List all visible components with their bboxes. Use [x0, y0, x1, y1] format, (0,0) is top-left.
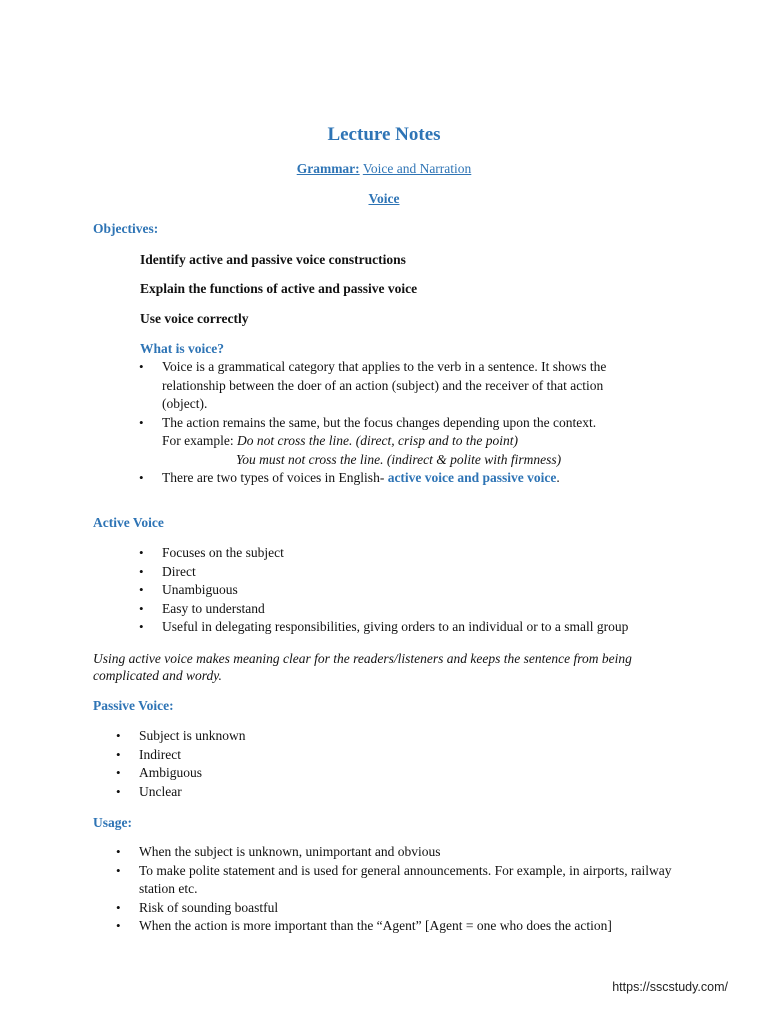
list-item: • Risk of sounding boastful	[116, 899, 676, 918]
passive-voice-heading: Passive Voice:	[93, 698, 174, 713]
list-item: • There are two types of voices in English- active voice and passive voice.	[139, 469, 639, 488]
list-item: • Easy to understand	[139, 600, 699, 619]
list-item: • The action remains the same, but the focus changes depending upon the context. For example: Do not cross the line. (direct, crisp and to the point) You must not cross the line. (indirect & polite with firmness)	[139, 414, 639, 470]
list-item: • Focuses on the subject	[139, 544, 699, 563]
objective-item: Use voice correctly	[140, 311, 249, 326]
list-item: • Unambiguous	[139, 581, 699, 600]
active-voice-list	[139, 544, 699, 637]
list-item: • Useful in delegating responsibilities, giving orders to an individual or to a small group	[139, 618, 699, 637]
list-item: • Unclear	[116, 783, 516, 802]
example-sentence: You must not cross the line. (indirect & polite with firmness)	[236, 451, 562, 467]
section-heading-voice: Voice	[368, 191, 400, 206]
active-voice-heading: Active Voice	[93, 515, 164, 530]
list-item: • When the action is more important than the “Agent” [Agent = one who does the action]	[116, 917, 676, 936]
list-item: • When the subject is unknown, unimportant and obvious	[116, 843, 676, 862]
list-item: • Voice is a grammatical category that applies to the verb in a sentence. It shows the relationship between the doer of an action (subject) and the receiver of that action (object).	[139, 358, 639, 414]
passive-voice-list	[116, 727, 516, 801]
objective-item: Identify active and passive voice constructions	[140, 252, 406, 267]
subtitle-value: Voice and Narration	[362, 161, 472, 176]
subtitle-label: Grammar:	[296, 161, 360, 176]
list-item: • Subject is unknown	[116, 727, 516, 746]
list-item: • Indirect	[116, 746, 516, 765]
example-sentence: Do not cross the line. (direct, crisp and to the point)	[236, 433, 518, 448]
usage-heading: Usage:	[93, 815, 132, 830]
list-item: • Direct	[139, 563, 699, 582]
highlight-text: active voice and passive voice	[387, 470, 557, 485]
usage-list	[116, 843, 676, 936]
objectives-heading: Objectives:	[93, 221, 159, 236]
objective-item: Explain the functions of active and passive voice	[140, 281, 418, 296]
list-item: • To make polite statement and is used for general announcements. For example, in airports, railway station etc.	[116, 862, 676, 899]
what-is-voice-heading: What is voice?	[140, 341, 224, 356]
subtitle	[0, 161, 768, 177]
what-is-voice-list	[139, 358, 639, 488]
list-item: • Ambiguous	[116, 764, 516, 783]
footer-url: https://sscstudy.com/	[612, 980, 728, 994]
page-title: Lecture Notes	[327, 124, 441, 145]
active-voice-note: Using active voice makes meaning clear for the readers/listeners and keeps the sentence from being complicated and wordy.	[93, 651, 632, 683]
